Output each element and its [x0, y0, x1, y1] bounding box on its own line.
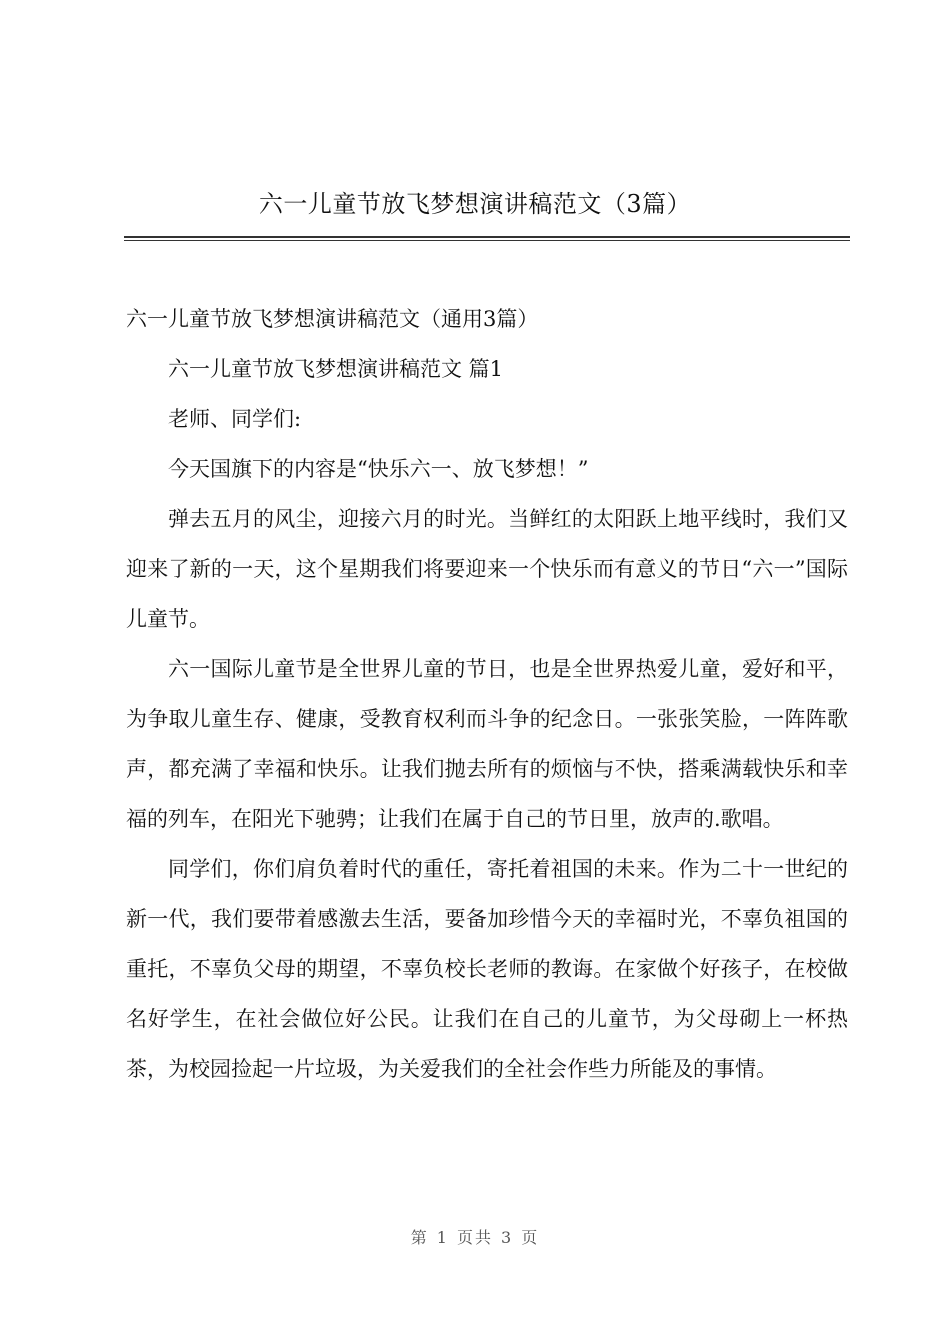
footer-total-pages: 3 — [501, 1228, 514, 1247]
paragraph: 弹去五月的风尘，迎接六月的时光。当鲜红的太阳跃上地平线时，我们又迎来了新的一天，这个星期我们将要迎来一个快乐而有意义的节日“六一”国际儿童节。 — [126, 507, 848, 631]
footer-middle: 页共 — [456, 1228, 493, 1247]
footer-prefix: 第 — [410, 1228, 429, 1247]
footer-suffix: 页 — [521, 1228, 540, 1247]
document-title: 六一儿童节放飞梦想演讲稿范文（3篇） — [258, 190, 692, 218]
section-heading: 六一儿童节放飞梦想演讲稿范文 篇1 — [168, 357, 504, 381]
paragraph: 同学们，你们肩负着时代的重任，寄托着祖国的未来。作为二十一世纪的新一代，我们要带着感激去生活，要备加珍惜今天的幸福时光，不辜负祖国的重托，不辜负父母的期望，不辜负校长老师的教诲。在家做个好孩子，在校做名好学生，在社会做位好公民。让我们在自己的儿童节，为父母砌上一杯热茶，为校园捡起一片垃圾，为关爱我们的全社会作些力所能及的事情。 — [126, 857, 848, 1081]
document-body — [126, 294, 848, 1094]
paragraph: 六一国际儿童节是全世界儿童的节日，也是全世界热爱儿童，爱好和平，为争取儿童生存、健康，受教育权利而斗争的纪念日。一张张笑脸，一阵阵歌声，都充满了幸福和快乐。让我们抛去所有的烦恼与不快，搭乘满载快乐和幸福的列车，在阳光下驰骋；让我们在属于自己的节日里，放声的.歌唱。 — [126, 657, 848, 831]
intro-heading: 六一儿童节放飞梦想演讲稿范文（通用3篇） — [126, 307, 539, 331]
paragraph: 今天国旗下的内容是“快乐六一、放飞梦想！” — [168, 457, 589, 481]
page-footer — [0, 1226, 950, 1250]
title-divider — [124, 236, 850, 241]
footer-current-page: 1 — [436, 1228, 449, 1247]
salutation: 老师、同学们: — [168, 407, 302, 431]
